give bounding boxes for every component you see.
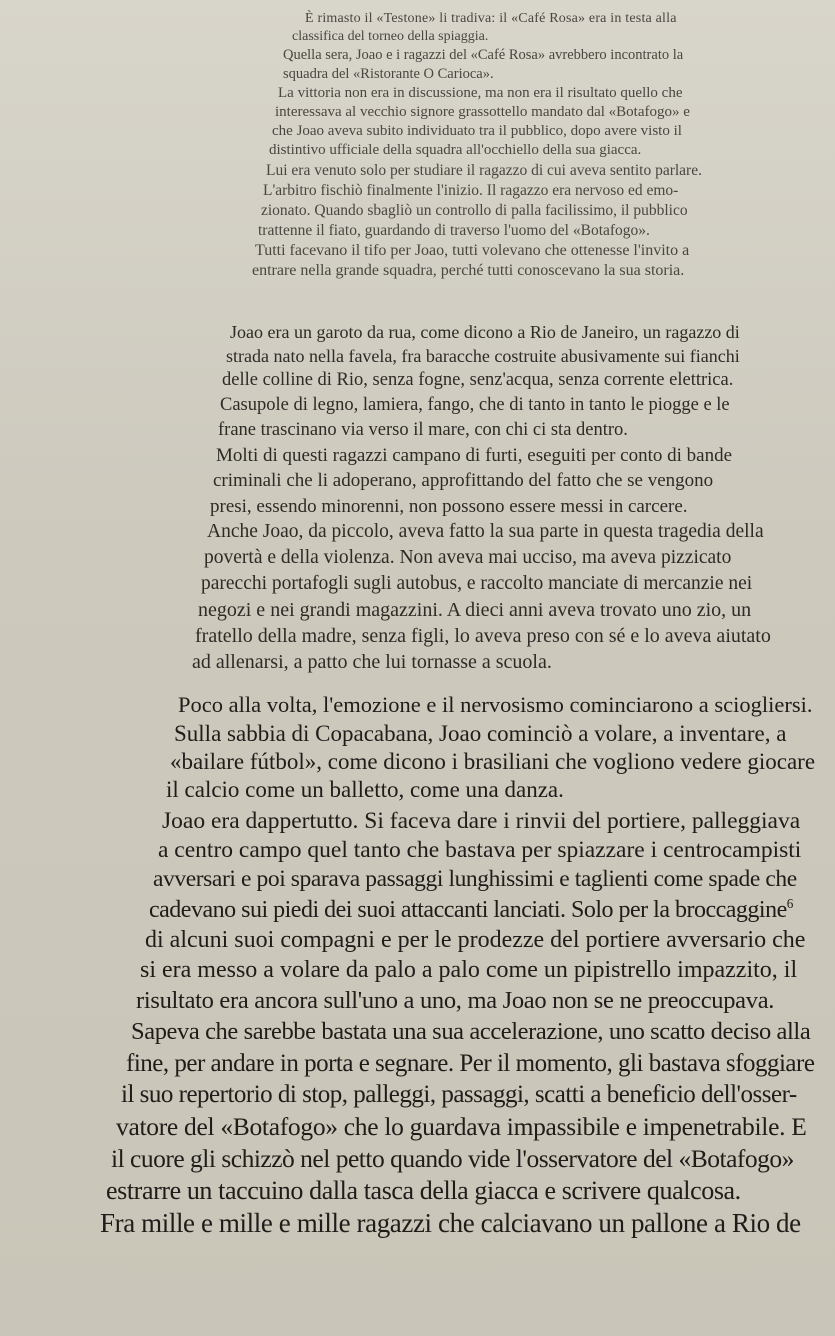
- text-line: strada nato nella favela, fra baracche costruite abusivamente sui fianchi: [226, 346, 740, 366]
- text-line: Anche Joao, da piccolo, aveva fatto la sua parte in questa tragedia della: [207, 521, 764, 542]
- text-line: Poco alla volta, l'emozione e il nervosismo cominciarono a sciogliersi.: [178, 692, 813, 717]
- text-line: Sapeva che sarebbe bastata una sua accelerazione, uno scatto deciso alla: [131, 1018, 811, 1045]
- text-line: Lui era venuto solo per studiare il ragazzo di cui aveva sentito parlare.: [266, 162, 702, 179]
- text-line: Casupole di legno, lamiera, fango, che di tanto in tanto le piogge e le: [220, 395, 730, 415]
- text-line: il suo repertorio di stop, palleggi, passaggi, scatti a beneficio dell'osser-: [121, 1081, 797, 1108]
- text-line: interessava al vecchio signore grassottello mandato dal «Botafogo» e: [275, 104, 690, 120]
- text-line: parecchi portafogli sugli autobus, e raccolto manciate di mercanzie nei: [201, 573, 753, 594]
- text-line: Tutti facevano il tifo per Joao, tutti volevano che ottenesse l'invito a: [255, 242, 690, 259]
- text-line: presi, essendo minorenni, non possono essere messi in carcere.: [210, 496, 688, 517]
- text-line: criminali che li adoperano, approfittando del fatto che se vengono: [213, 470, 714, 491]
- footnote-marker: 6: [786, 896, 793, 911]
- text-line: di alcuni suoi compagni e per le prodezze del portiere avversario che: [145, 927, 806, 953]
- text-line: a centro campo quel tanto che bastava per spiazzare i centrocampisti: [158, 837, 802, 863]
- text-line: il cuore gli schizzò nel petto quando vide l'osservatore del «Botafogo»: [111, 1144, 794, 1173]
- text-line: avversari e poi sparava passaggi lunghissimi e taglienti come spade che: [153, 866, 797, 892]
- text-line: Quella sera, Joao e i ragazzi del «Café Rosa» avrebbero incontrato la: [283, 47, 684, 63]
- text-line: Sulla sabbia di Copacabana, Joao cominciò a volare, a inventare, a: [174, 721, 787, 746]
- text-line: classifica del torneo della spiaggia.: [292, 29, 489, 44]
- text-line: che Joao aveva subito individuato tra il pubblico, dopo avere visto il: [272, 123, 682, 139]
- text-line: [149, 898, 793, 922]
- text-line: negozi e nei grandi magazzini. A dieci anni aveva trovato uno zio, un: [198, 599, 752, 621]
- text-line: zionato. Quando sbagliò un controllo di palla facilissimo, il pubblico: [261, 202, 688, 219]
- text-line-body: cadevano sui piedi dei suoi attaccanti lanciati. Solo per la broccaggine: [149, 897, 787, 923]
- text-line: delle colline di Rio, senza fogne, senz'acqua, senza corrente elettrica.: [222, 370, 734, 390]
- text-line: «bailare fútbol», come dicono i brasiliani che vogliono vedere giocare: [170, 749, 816, 774]
- text-line: povertà e della violenza. Non aveva mai ucciso, ma aveva pizzicato: [204, 547, 732, 568]
- text-line: entrare nella grande squadra, perché tutti conoscevano la sua storia.: [252, 262, 685, 279]
- text-line: il calcio come un balletto, come una danza.: [166, 777, 564, 802]
- text-line: ad allenarsi, a patto che lui tornasse a scuola.: [192, 651, 552, 673]
- text-line: estrarre un taccuino dalla tasca della giacca e scrivere qualcosa.: [106, 1176, 741, 1205]
- text-line: si era messo a volare da palo a palo come un pipistrello impazzito, il: [140, 957, 798, 983]
- text-line: squadra del «Ristorante O Carioca».: [283, 66, 494, 82]
- text-line: La vittoria non era in discussione, ma non era il risultato quello che: [278, 85, 683, 101]
- text-line: distintivo ufficiale della squadra all'occhiello della sua giacca.: [269, 142, 642, 158]
- text-line: fine, per andare in porta e segnare. Per il momento, gli bastava sfoggiare: [126, 1050, 815, 1077]
- text-line: fratello della madre, senza figli, lo aveva preso con sé e lo aveva aiutato: [195, 625, 771, 647]
- text-line: Joao era un garoto da rua, come dicono a Rio de Janeiro, un ragazzo di: [230, 322, 740, 342]
- text-line: Joao era dappertutto. Si faceva dare i rinvii del portiere, palleggiava: [162, 808, 801, 834]
- text-line: L'arbitro fischiò finalmente l'inizio. Il ragazzo era nervoso ed emo-: [263, 182, 679, 199]
- text-line: Molti di questi ragazzi campano di furti, eseguiti per conto di bande: [216, 445, 733, 466]
- text-line: È rimasto il «Testone» li tradiva: il «Café Rosa» era in testa alla: [305, 11, 677, 26]
- text-line: risultato era ancora sull'uno a uno, ma Joao non se ne preoccupava.: [136, 987, 775, 1014]
- text-line: Fra mille e mille e mille ragazzi che calciavano un pallone a Rio de: [100, 1208, 801, 1238]
- text-line: trattenne il fiato, guardando di traverso l'uomo del «Botafogo».: [258, 222, 650, 239]
- text-line: vatore del «Botafogo» che lo guardava impassibile e impenetrabile. E: [116, 1112, 807, 1141]
- text-line: frane trascinano via verso il mare, con chi ci sta dentro.: [218, 420, 628, 440]
